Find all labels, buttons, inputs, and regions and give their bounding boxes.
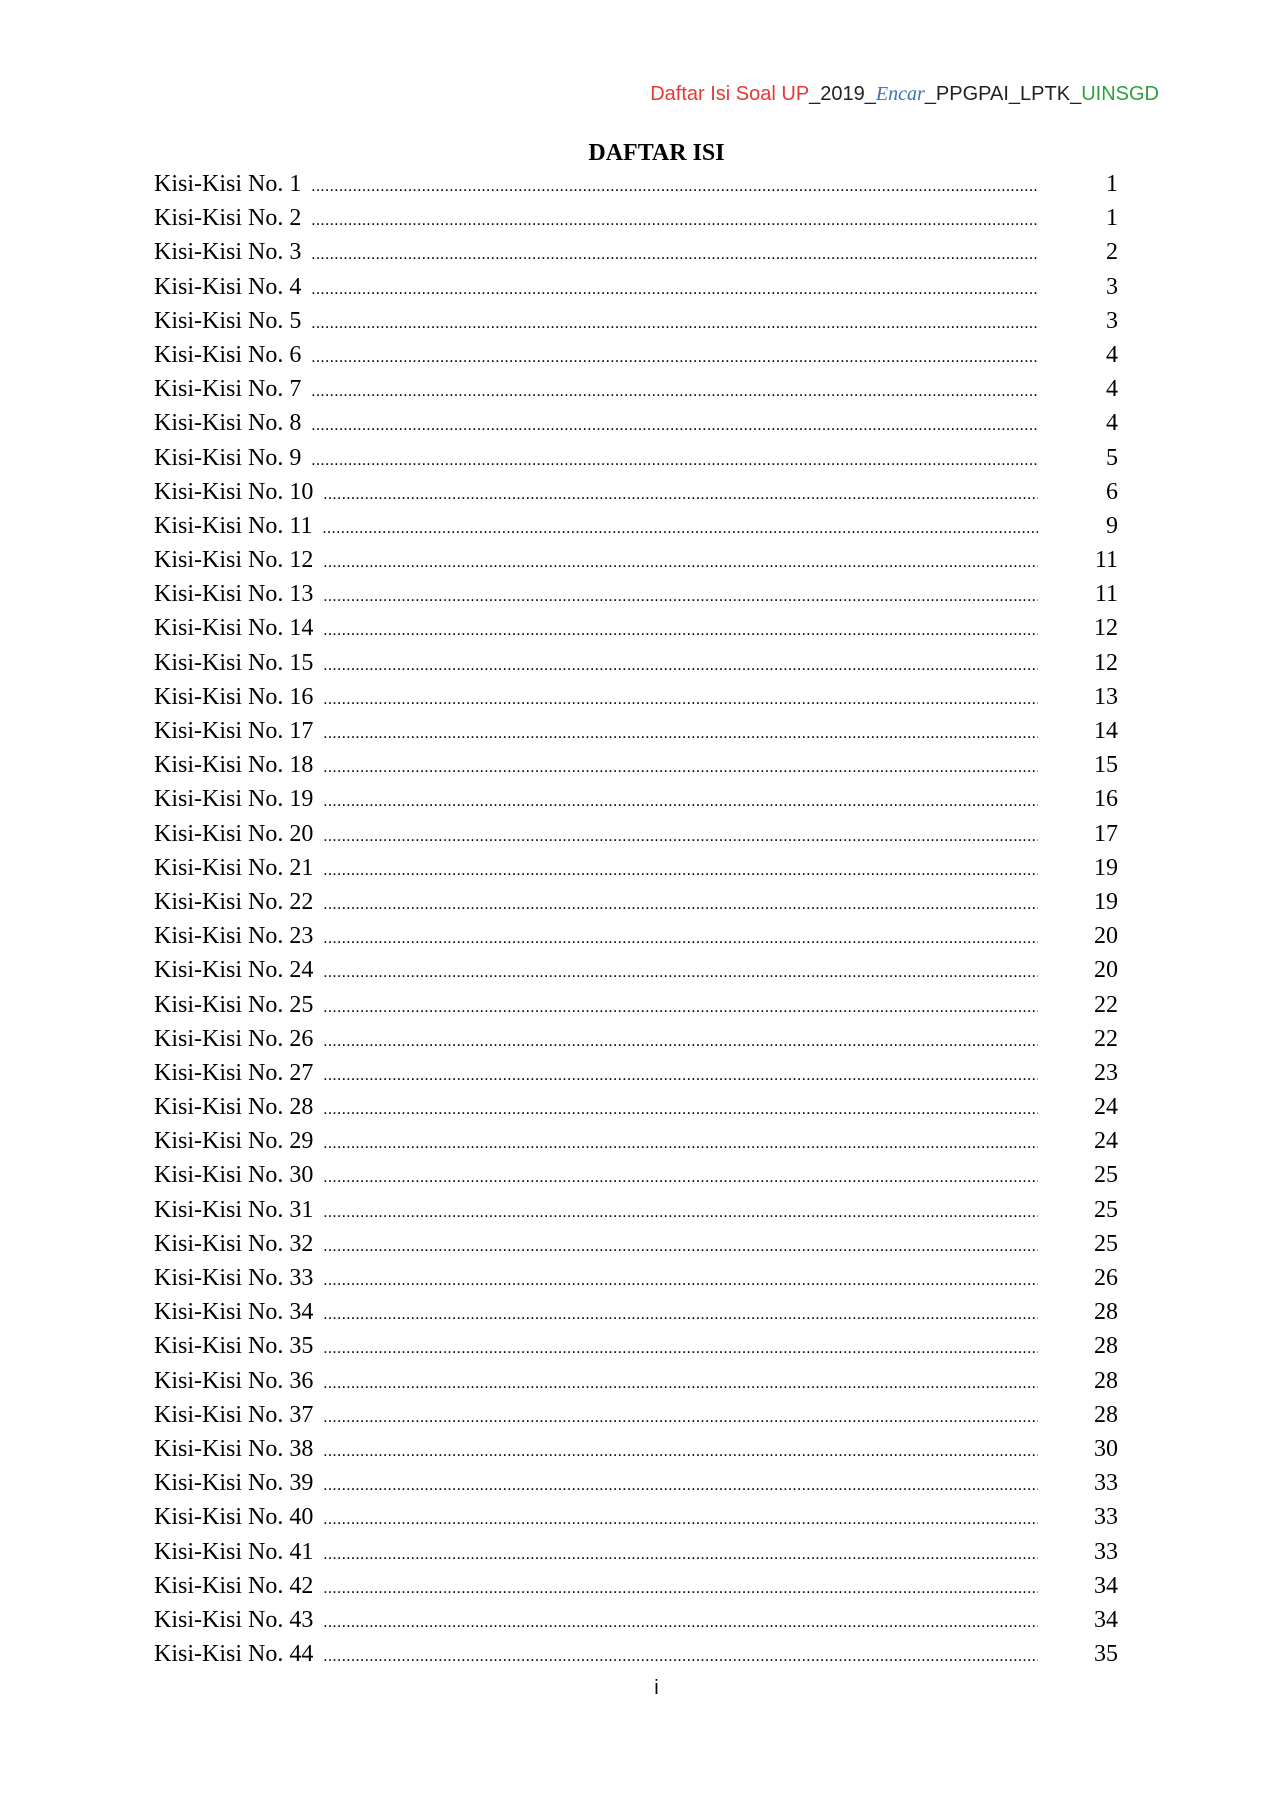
toc-entry-page: 22 [1094, 991, 1118, 1018]
toc-entry-page: 16 [1094, 786, 1118, 813]
toc-entry-label: Kisi-Kisi No. 41 [154, 1538, 314, 1565]
toc-entry[interactable] [154, 406, 1118, 440]
toc-entry[interactable] [154, 1603, 1118, 1637]
toc-entry-page: 4 [1106, 410, 1118, 437]
toc-entry-label: Kisi-Kisi No. 44 [154, 1641, 314, 1668]
toc-entry[interactable] [154, 988, 1118, 1022]
toc-entry-label: Kisi-Kisi No. 6 [154, 341, 302, 368]
toc-entry-label: Kisi-Kisi No. 9 [154, 444, 302, 471]
toc-entry-page: 3 [1106, 273, 1118, 300]
toc-entry[interactable] [154, 1022, 1118, 1056]
toc-entry-page: 1 [1106, 171, 1118, 197]
toc-entry-label: Kisi-Kisi No. 24 [154, 957, 314, 984]
header-part-program: _PPGPAI_LPTK_ [924, 83, 1082, 105]
toc-entry-page: 19 [1094, 888, 1118, 915]
toc-entry-label: Kisi-Kisi No. 28 [154, 1094, 314, 1121]
toc-entry-page: 33 [1094, 1470, 1118, 1497]
toc-entry-page: 23 [1094, 1059, 1118, 1086]
toc-entry-label: Kisi-Kisi No. 38 [154, 1435, 314, 1462]
toc-entry-label: Kisi-Kisi No. 27 [154, 1059, 314, 1086]
toc-dot-leader [323, 1469, 1038, 1503]
toc-dot-leader [311, 341, 1038, 375]
toc-entry[interactable] [154, 1056, 1118, 1090]
toc-dot-leader [323, 1230, 1038, 1264]
toc-dot-leader [323, 1572, 1038, 1606]
toc-entry-page: 33 [1094, 1504, 1118, 1531]
toc-entry-label: Kisi-Kisi No. 31 [154, 1196, 314, 1223]
toc-entry-page: 17 [1094, 820, 1118, 847]
toc-dot-leader [323, 1093, 1038, 1127]
toc-dot-leader [323, 580, 1038, 614]
page-title: DAFTAR ISI [588, 140, 725, 166]
toc-entry[interactable] [154, 1398, 1118, 1432]
toc-entry-page: 28 [1094, 1367, 1118, 1394]
toc-entry-page: 28 [1094, 1401, 1118, 1428]
toc-dot-leader [323, 1161, 1038, 1195]
toc-entry-label: Kisi-Kisi No. 12 [154, 547, 314, 574]
toc-entry[interactable] [154, 817, 1118, 851]
toc-entry-label: Kisi-Kisi No. 40 [154, 1504, 314, 1531]
toc-entry-label: Kisi-Kisi No. 29 [154, 1128, 314, 1155]
toc-dot-leader [323, 1367, 1038, 1401]
toc-entry[interactable] [154, 543, 1118, 577]
toc-entry[interactable] [154, 372, 1118, 406]
toc-dot-leader [323, 1606, 1038, 1640]
toc-entry-page: 15 [1094, 752, 1118, 779]
toc-entry[interactable] [154, 1227, 1118, 1261]
toc-dot-leader [323, 991, 1038, 1025]
toc-dot-leader [311, 409, 1038, 443]
toc-entry[interactable] [154, 611, 1118, 645]
toc-entry-page: 4 [1106, 376, 1118, 403]
toc-entry[interactable] [154, 1500, 1118, 1534]
toc-dot-leader [323, 1640, 1038, 1674]
toc-entry-label: Kisi-Kisi No. 15 [154, 649, 314, 676]
toc-dot-leader [311, 204, 1038, 238]
toc-entry[interactable] [154, 1193, 1118, 1227]
toc-entry-label: Kisi-Kisi No. 33 [154, 1265, 314, 1291]
toc-entry[interactable] [154, 885, 1118, 919]
toc-entry-page: 24 [1094, 1094, 1118, 1121]
toc-entry-page: 34 [1094, 1606, 1118, 1633]
toc-dot-leader [323, 1025, 1038, 1059]
toc-dot-leader [323, 546, 1038, 580]
toc-entry[interactable] [154, 1158, 1118, 1192]
toc-entry-page: 13 [1094, 683, 1118, 710]
toc-entry[interactable] [154, 1569, 1118, 1603]
toc-entry[interactable] [154, 953, 1118, 987]
toc-entry[interactable] [154, 714, 1118, 748]
toc-entry[interactable] [154, 680, 1118, 714]
toc-dot-leader [323, 1264, 1038, 1298]
toc-dot-leader [323, 956, 1038, 990]
toc-entry-label: Kisi-Kisi No. 23 [154, 923, 314, 950]
toc-entry-page: 28 [1094, 1299, 1118, 1326]
toc-entry[interactable] [154, 1535, 1118, 1569]
toc-entry[interactable] [154, 748, 1118, 782]
toc-entry-label: Kisi-Kisi No. 18 [154, 752, 314, 779]
toc-dot-leader [323, 614, 1038, 648]
toc-entry-page: 26 [1094, 1265, 1118, 1291]
toc-dot-leader [323, 717, 1038, 751]
toc-entry-label: Kisi-Kisi No. 5 [154, 307, 302, 334]
toc-entry-label: Kisi-Kisi No. 1 [154, 171, 302, 197]
toc-entry-page: 25 [1094, 1230, 1118, 1257]
header-part-institution: UINSGD [1081, 83, 1159, 105]
toc-entry-label: Kisi-Kisi No. 32 [154, 1230, 314, 1257]
toc-entry-page: 5 [1106, 444, 1118, 471]
toc-entry[interactable] [154, 1329, 1118, 1363]
toc-entry[interactable] [154, 851, 1118, 885]
toc-entry[interactable] [154, 1090, 1118, 1124]
toc-entry-page: 30 [1094, 1435, 1118, 1462]
toc-entry[interactable] [154, 475, 1118, 509]
toc-dot-leader [323, 1332, 1038, 1366]
toc-entry[interactable] [154, 577, 1118, 611]
toc-dot-leader [323, 1435, 1038, 1469]
page-header [650, 79, 1159, 109]
toc-entry-label: Kisi-Kisi No. 20 [154, 820, 314, 847]
toc-entry-page: 9 [1106, 512, 1118, 539]
toc-entry-label: Kisi-Kisi No. 7 [154, 376, 302, 403]
toc-entry-label: Kisi-Kisi No. 25 [154, 991, 314, 1018]
toc-dot-leader [311, 444, 1038, 478]
toc-entry-page: 11 [1094, 547, 1118, 574]
toc-entry-page: 34 [1094, 1572, 1118, 1599]
toc-dot-leader [323, 1298, 1038, 1332]
toc-dot-leader [323, 1059, 1038, 1093]
toc-dot-leader [311, 273, 1038, 307]
toc-entry-page: 20 [1094, 957, 1118, 984]
toc-entry-label: Kisi-Kisi No. 39 [154, 1470, 314, 1497]
toc-entry[interactable] [154, 167, 1118, 201]
toc-entry-label: Kisi-Kisi No. 26 [154, 1025, 314, 1052]
toc-entry-label: Kisi-Kisi No. 35 [154, 1333, 314, 1360]
toc-entry-page: 12 [1094, 615, 1118, 642]
toc-dot-leader [323, 478, 1038, 512]
toc-entry[interactable] [154, 1432, 1118, 1466]
toc-dot-leader [323, 820, 1038, 854]
header-part-red: Daftar Isi Soal UP [650, 83, 810, 105]
toc-entry-page: 20 [1094, 923, 1118, 950]
toc-dot-leader [323, 922, 1038, 956]
toc-entry[interactable] [154, 1124, 1118, 1158]
header-part-year: _2019_ [809, 83, 876, 105]
toc-entry-label: Kisi-Kisi No. 4 [154, 273, 302, 300]
toc-entry[interactable] [154, 1261, 1118, 1295]
toc-dot-leader [323, 854, 1038, 888]
toc-entry-label: Kisi-Kisi No. 16 [154, 683, 314, 710]
page-number: i [654, 1677, 659, 1699]
toc-entry-label: Kisi-Kisi No. 43 [154, 1606, 314, 1633]
toc-dot-leader [323, 1503, 1038, 1537]
toc-entry-page: 4 [1106, 341, 1118, 368]
toc-entry[interactable] [154, 919, 1118, 953]
toc-entry-page: 35 [1094, 1641, 1118, 1668]
toc-entry-label: Kisi-Kisi No. 19 [154, 786, 314, 813]
toc-entry-page: 33 [1094, 1538, 1118, 1565]
toc-entry-label: Kisi-Kisi No. 8 [154, 410, 302, 437]
toc-dot-leader [311, 307, 1038, 341]
toc-entry[interactable] [154, 782, 1118, 816]
header-part-author: Encar [875, 83, 925, 105]
toc-dot-leader [322, 512, 1038, 546]
toc-entry-label: Kisi-Kisi No. 10 [154, 478, 314, 505]
toc-dot-leader [323, 1538, 1038, 1572]
toc-dot-leader [323, 785, 1038, 819]
toc-entry-label: Kisi-Kisi No. 30 [154, 1162, 314, 1189]
toc-entry-label: Kisi-Kisi No. 11 [154, 512, 313, 539]
toc-entry-page: 25 [1094, 1196, 1118, 1223]
toc-entry-page: 28 [1094, 1333, 1118, 1360]
toc-entry-page: 2 [1106, 239, 1118, 266]
toc-entry[interactable] [154, 441, 1118, 475]
toc-dot-leader [311, 375, 1038, 409]
toc-dot-leader [311, 238, 1038, 272]
toc-entry[interactable] [154, 509, 1118, 543]
toc-entry[interactable] [154, 1364, 1118, 1398]
toc-entry-page: 25 [1094, 1162, 1118, 1189]
toc-entry-label: Kisi-Kisi No. 2 [154, 205, 302, 232]
table-of-contents [154, 167, 1118, 1671]
toc-entry[interactable] [154, 304, 1118, 338]
toc-dot-leader [323, 1196, 1038, 1230]
toc-entry-page: 22 [1094, 1025, 1118, 1052]
toc-dot-leader [311, 170, 1038, 204]
toc-entry[interactable] [154, 338, 1118, 372]
toc-entry-page: 11 [1094, 581, 1118, 608]
toc-entry-page: 19 [1094, 854, 1118, 881]
toc-entry-label: Kisi-Kisi No. 36 [154, 1367, 314, 1394]
toc-entry[interactable] [154, 646, 1118, 680]
toc-entry[interactable] [154, 201, 1118, 235]
toc-entry-label: Kisi-Kisi No. 37 [154, 1401, 314, 1428]
toc-entry-page: 12 [1094, 649, 1118, 676]
toc-dot-leader [323, 1401, 1038, 1435]
toc-entry[interactable] [154, 235, 1118, 269]
toc-entry-label: Kisi-Kisi No. 22 [154, 888, 314, 915]
toc-dot-leader [323, 751, 1038, 785]
toc-entry-label: Kisi-Kisi No. 17 [154, 718, 314, 744]
toc-entry-label: Kisi-Kisi No. 14 [154, 615, 314, 642]
toc-entry[interactable] [154, 1637, 1118, 1671]
toc-entry[interactable] [154, 1295, 1118, 1329]
toc-entry-label: Kisi-Kisi No. 13 [154, 581, 314, 608]
toc-dot-leader [323, 683, 1038, 717]
toc-entry-page: 6 [1106, 478, 1118, 505]
toc-entry-label: Kisi-Kisi No. 3 [154, 239, 302, 266]
toc-entry-label: Kisi-Kisi No. 21 [154, 854, 314, 881]
toc-dot-leader [323, 1127, 1038, 1161]
toc-dot-leader [323, 888, 1038, 922]
toc-dot-leader [323, 649, 1038, 683]
toc-entry-page: 14 [1094, 718, 1118, 744]
toc-entry[interactable] [154, 1466, 1118, 1500]
toc-entry[interactable] [154, 270, 1118, 304]
toc-entry-label: Kisi-Kisi No. 42 [154, 1572, 314, 1599]
toc-entry-page: 1 [1106, 205, 1118, 232]
toc-entry-label: Kisi-Kisi No. 34 [154, 1299, 314, 1326]
toc-entry-page: 3 [1106, 307, 1118, 334]
toc-entry-page: 24 [1094, 1128, 1118, 1155]
